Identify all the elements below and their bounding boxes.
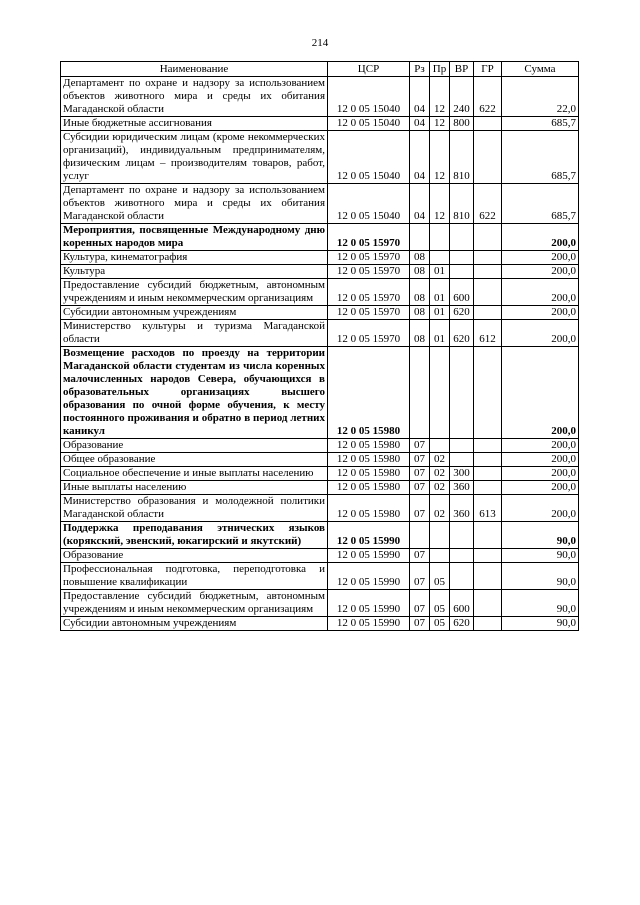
- cell-vr: 810: [450, 131, 474, 184]
- cell-rz: 07: [410, 590, 430, 617]
- cell-sum: 200,0: [502, 439, 579, 453]
- cell-gr: [474, 549, 502, 563]
- cell-vr: [450, 563, 474, 590]
- cell-sum: 685,7: [502, 184, 579, 224]
- cell-sum: 200,0: [502, 224, 579, 251]
- cell-vr: 360: [450, 495, 474, 522]
- budget-table: [60, 61, 579, 631]
- cell-csr: 12 0 05 15980: [328, 347, 410, 439]
- cell-gr: [474, 522, 502, 549]
- cell-vr: [450, 549, 474, 563]
- table-row: [61, 224, 579, 251]
- cell-name: Мероприятия, посвященные Международному дню коренных народов мира: [61, 224, 328, 251]
- cell-pr: 01: [430, 306, 450, 320]
- cell-name: Предоставление субсидий бюджетным, автономным учреждениям и иным некоммерческим организациям: [61, 590, 328, 617]
- cell-gr: [474, 563, 502, 590]
- cell-rz: 04: [410, 131, 430, 184]
- cell-sum: 90,0: [502, 549, 579, 563]
- cell-gr: [474, 224, 502, 251]
- cell-pr: 01: [430, 265, 450, 279]
- cell-gr: 613: [474, 495, 502, 522]
- cell-gr: [474, 467, 502, 481]
- cell-gr: 612: [474, 320, 502, 347]
- cell-csr: 12 0 05 15970: [328, 279, 410, 306]
- cell-gr: [474, 306, 502, 320]
- table-row: [61, 467, 579, 481]
- table-row: [61, 131, 579, 184]
- cell-name: Образование: [61, 549, 328, 563]
- table-row: [61, 549, 579, 563]
- cell-csr: 12 0 05 15970: [328, 224, 410, 251]
- cell-vr: 360: [450, 481, 474, 495]
- cell-name: Культура, кинематография: [61, 251, 328, 265]
- cell-vr: [450, 251, 474, 265]
- header-name: Наименование: [61, 62, 328, 77]
- cell-sum: 200,0: [502, 279, 579, 306]
- cell-sum: 200,0: [502, 453, 579, 467]
- cell-sum: 200,0: [502, 481, 579, 495]
- cell-name: Профессиональная подготовка, переподготовка и повышение квалификации: [61, 563, 328, 590]
- cell-vr: [450, 265, 474, 279]
- cell-pr: 02: [430, 495, 450, 522]
- cell-vr: 810: [450, 184, 474, 224]
- cell-pr: 12: [430, 184, 450, 224]
- cell-gr: [474, 453, 502, 467]
- cell-vr: 600: [450, 279, 474, 306]
- cell-gr: [474, 347, 502, 439]
- header-vr: ВР: [450, 62, 474, 77]
- cell-rz: [410, 522, 430, 549]
- cell-pr: 05: [430, 590, 450, 617]
- cell-name: Субсидии автономным учреждениям: [61, 617, 328, 631]
- cell-gr: [474, 439, 502, 453]
- cell-vr: [450, 453, 474, 467]
- cell-pr: 01: [430, 279, 450, 306]
- cell-name: Иные бюджетные ассигнования: [61, 117, 328, 131]
- cell-vr: 240: [450, 77, 474, 117]
- cell-csr: 12 0 05 15980: [328, 467, 410, 481]
- cell-name: Образование: [61, 439, 328, 453]
- cell-gr: 622: [474, 77, 502, 117]
- cell-csr: 12 0 05 15990: [328, 549, 410, 563]
- table-row: [61, 320, 579, 347]
- cell-csr: 12 0 05 15990: [328, 617, 410, 631]
- cell-pr: 12: [430, 131, 450, 184]
- cell-name: Культура: [61, 265, 328, 279]
- cell-vr: 800: [450, 117, 474, 131]
- table-row: [61, 563, 579, 590]
- cell-name: Поддержка преподавания этнических языков (корякский, эвенский, юкагирский и якутский): [61, 522, 328, 549]
- table-row: [61, 481, 579, 495]
- cell-sum: 200,0: [502, 320, 579, 347]
- cell-rz: 07: [410, 439, 430, 453]
- cell-csr: 12 0 05 15040: [328, 77, 410, 117]
- table-row: [61, 265, 579, 279]
- cell-rz: 07: [410, 617, 430, 631]
- cell-pr: 01: [430, 320, 450, 347]
- cell-vr: [450, 224, 474, 251]
- cell-csr: 12 0 05 15970: [328, 265, 410, 279]
- cell-rz: 08: [410, 279, 430, 306]
- cell-rz: 07: [410, 563, 430, 590]
- cell-gr: [474, 279, 502, 306]
- cell-pr: [430, 347, 450, 439]
- cell-sum: 200,0: [502, 251, 579, 265]
- table-row: [61, 522, 579, 549]
- header-pr: Пр: [430, 62, 450, 77]
- cell-csr: 12 0 05 15990: [328, 522, 410, 549]
- cell-pr: 12: [430, 77, 450, 117]
- cell-pr: [430, 549, 450, 563]
- header-rz: Рз: [410, 62, 430, 77]
- cell-rz: [410, 224, 430, 251]
- cell-rz: 08: [410, 265, 430, 279]
- cell-vr: 620: [450, 320, 474, 347]
- cell-sum: 200,0: [502, 495, 579, 522]
- cell-name: Возмещение расходов по проезду на территории Магаданской области студентам из числа коренных малочисленных народов Севера, обучающихся в образовательных организациях высшего образования по очной форме обучения, к месту постоянного проживания и обратно в период летних каникул: [61, 347, 328, 439]
- cell-csr: 12 0 05 15970: [328, 306, 410, 320]
- cell-pr: [430, 439, 450, 453]
- cell-csr: 12 0 05 15980: [328, 439, 410, 453]
- cell-rz: 07: [410, 481, 430, 495]
- cell-csr: 12 0 05 15970: [328, 320, 410, 347]
- cell-gr: 622: [474, 184, 502, 224]
- cell-name: Департамент по охране и надзору за использованием объектов животного мира и среды их обитания Магаданской области: [61, 184, 328, 224]
- cell-vr: 620: [450, 306, 474, 320]
- cell-name: Предоставление субсидий бюджетным, автономным учреждениям и иным некоммерческим организациям: [61, 279, 328, 306]
- cell-vr: [450, 347, 474, 439]
- cell-gr: [474, 131, 502, 184]
- cell-vr: 600: [450, 590, 474, 617]
- table-row: [61, 251, 579, 265]
- page-number: 214: [311, 37, 329, 49]
- cell-name: Общее образование: [61, 453, 328, 467]
- cell-rz: 04: [410, 77, 430, 117]
- cell-vr: [450, 522, 474, 549]
- cell-pr: 12: [430, 117, 450, 131]
- cell-rz: [410, 347, 430, 439]
- cell-pr: [430, 251, 450, 265]
- table-row: [61, 306, 579, 320]
- cell-pr: [430, 522, 450, 549]
- cell-csr: 12 0 05 15040: [328, 117, 410, 131]
- table-row: [61, 439, 579, 453]
- cell-name: Департамент по охране и надзору за использованием объектов животного мира и среды их обитания Магаданской области: [61, 77, 328, 117]
- cell-rz: 07: [410, 495, 430, 522]
- cell-rz: 08: [410, 320, 430, 347]
- table-row: [61, 279, 579, 306]
- table-row: [61, 117, 579, 131]
- table-row: [61, 495, 579, 522]
- header-csr: ЦСР: [328, 62, 410, 77]
- cell-pr: 02: [430, 481, 450, 495]
- cell-rz: 04: [410, 184, 430, 224]
- cell-csr: 12 0 05 15970: [328, 251, 410, 265]
- table-row: [61, 347, 579, 439]
- cell-sum: 90,0: [502, 590, 579, 617]
- cell-rz: 08: [410, 306, 430, 320]
- cell-rz: 08: [410, 251, 430, 265]
- cell-sum: 200,0: [502, 306, 579, 320]
- cell-rz: 07: [410, 453, 430, 467]
- cell-sum: 685,7: [502, 131, 579, 184]
- cell-gr: [474, 481, 502, 495]
- cell-csr: 12 0 05 15980: [328, 495, 410, 522]
- cell-csr: 12 0 05 15040: [328, 131, 410, 184]
- cell-gr: [474, 590, 502, 617]
- cell-sum: 90,0: [502, 563, 579, 590]
- table-row: [61, 453, 579, 467]
- cell-sum: 90,0: [502, 522, 579, 549]
- cell-sum: 200,0: [502, 265, 579, 279]
- cell-name: Субсидии юридическим лицам (кроме некоммерческих организаций), индивидуальным предпринимателям, физическим лицам – производителям товаров, работ, услуг: [61, 131, 328, 184]
- cell-pr: 05: [430, 563, 450, 590]
- cell-sum: 685,7: [502, 117, 579, 131]
- cell-name: Министерство культуры и туризма Магаданской области: [61, 320, 328, 347]
- cell-vr: 300: [450, 467, 474, 481]
- cell-csr: 12 0 05 15980: [328, 453, 410, 467]
- cell-rz: 04: [410, 117, 430, 131]
- cell-vr: [450, 439, 474, 453]
- table-row: [61, 617, 579, 631]
- cell-csr: 12 0 05 15990: [328, 590, 410, 617]
- cell-gr: [474, 617, 502, 631]
- cell-csr: 12 0 05 15990: [328, 563, 410, 590]
- cell-pr: [430, 224, 450, 251]
- cell-name: Субсидии автономным учреждениям: [61, 306, 328, 320]
- cell-sum: 22,0: [502, 77, 579, 117]
- cell-gr: [474, 265, 502, 279]
- cell-sum: 200,0: [502, 467, 579, 481]
- header-sum: Сумма: [502, 62, 579, 77]
- table-header-row: [61, 62, 579, 77]
- cell-pr: 02: [430, 453, 450, 467]
- cell-name: Иные выплаты населению: [61, 481, 328, 495]
- cell-rz: 07: [410, 549, 430, 563]
- table-row: [61, 184, 579, 224]
- cell-gr: [474, 251, 502, 265]
- header-gr: ГР: [474, 62, 502, 77]
- cell-name: Министерство образования и молодежной политики Магаданской области: [61, 495, 328, 522]
- cell-rz: 07: [410, 467, 430, 481]
- cell-sum: 90,0: [502, 617, 579, 631]
- cell-csr: 12 0 05 15040: [328, 184, 410, 224]
- cell-vr: 620: [450, 617, 474, 631]
- cell-pr: 02: [430, 467, 450, 481]
- table-row: [61, 590, 579, 617]
- cell-sum: 200,0: [502, 347, 579, 439]
- cell-name: Социальное обеспечение и иные выплаты населению: [61, 467, 328, 481]
- table-row: [61, 77, 579, 117]
- cell-csr: 12 0 05 15980: [328, 481, 410, 495]
- cell-gr: [474, 117, 502, 131]
- cell-pr: 05: [430, 617, 450, 631]
